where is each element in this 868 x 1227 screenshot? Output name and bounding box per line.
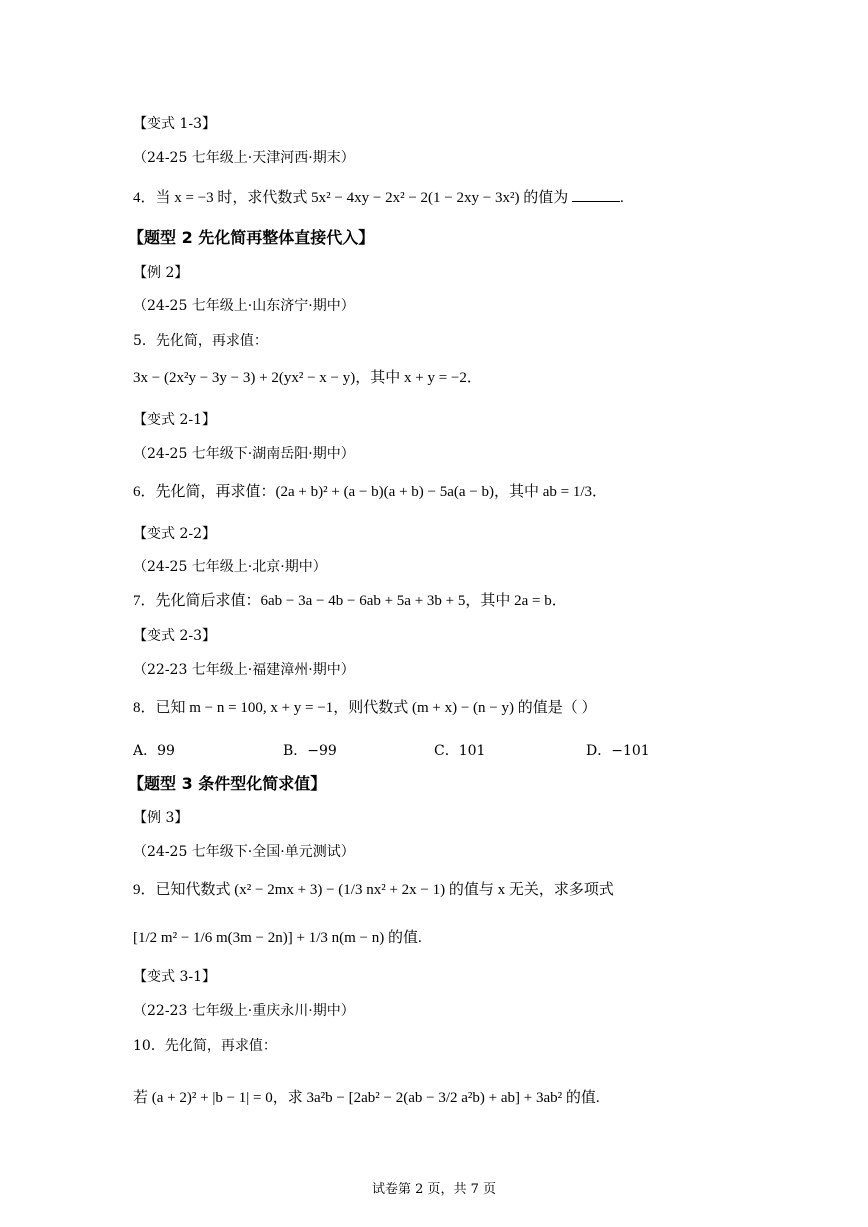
- section-title-type-2: 【题型 2 先化简再整体直接代入】: [128, 228, 375, 247]
- question-5-expression: 3x − (2x²y − 3y − 3) + 2(yx² − x − y)，其中 x + y = −2．: [133, 370, 482, 386]
- variant-2-2-source: （24-25 七年级上·北京·期中）: [133, 559, 327, 575]
- variant-2-1-source: （24-25 七年级下·湖南岳阳·期中）: [133, 446, 355, 462]
- variant-1-3-source: （24-25 七年级上·天津河西·期末）: [133, 150, 355, 166]
- page-footer: 试卷第 2 页，共 7 页: [371, 1182, 497, 1197]
- question-4-text: 4．当 x = −3 时，求代数式 5x² − 4xy − 2x² − 2(1 − 2xy − 3x²) 的值为: [133, 190, 569, 206]
- example-3-source: （24-25 七年级下·全国·单元测试）: [133, 844, 355, 860]
- question-7: 7．先化简后求值：6ab − 3a − 4b − 6ab + 5a + 3b + 5，其中 2a = b．: [133, 593, 567, 609]
- variant-2-3-source: （22-23 七年级上·福建漳州·期中）: [133, 662, 355, 678]
- option-d: D．−101: [586, 743, 650, 759]
- variant-3-1-source: （22-23 七年级上·重庆永川·期中）: [133, 1003, 355, 1019]
- question-10-prompt: 10．先化简，再求值：: [133, 1038, 277, 1054]
- question-5-prompt: 5．先化简，再求值：: [133, 333, 268, 349]
- question-6: 6．先化简，再求值：(2a + b)² + (a − b)(a + b) − 5a(a − b)，其中 ab = 1/3．: [133, 484, 608, 500]
- variant-2-1-label: 【变式 2-1】: [133, 412, 216, 428]
- question-10-expression: 若 (a + 2)² + |b − 1| = 0，求 3a²b − [2ab² − 2(ab − 3/2 a²b) + ab] + 3ab² 的值.: [133, 1090, 600, 1106]
- option-a: A．99: [133, 743, 175, 759]
- question-9-line-1: 9．已知代数式 (x² − 2mx + 3) − (1/3 nx² + 2x − 1) 的值与 x 无关，求多项式: [133, 882, 614, 898]
- option-b: B．−99: [283, 743, 337, 759]
- example-3-label: 【例 3】: [133, 810, 189, 826]
- example-2-source: （24-25 七年级上·山东济宁·期中）: [133, 298, 355, 314]
- example-2-label: 【例 2】: [133, 265, 189, 281]
- answer-blank: [572, 187, 620, 202]
- variant-1-3-label: 【变式 1-3】: [133, 116, 216, 132]
- option-c: C．101: [434, 743, 486, 759]
- question-9-line-2: [1/2 m² − 1/6 m(3m − 2n)] + 1/3 n(m − n) 的值.: [133, 930, 422, 946]
- question-4: [133, 187, 624, 208]
- section-title-type-3: 【题型 3 条件型化简求值】: [128, 774, 327, 793]
- variant-2-3-label: 【变式 2-3】: [133, 628, 216, 644]
- variant-2-2-label: 【变式 2-2】: [133, 526, 216, 542]
- question-4-end: .: [619, 190, 624, 206]
- variant-3-1-label: 【变式 3-1】: [133, 969, 216, 985]
- question-8: 8．已知 m − n = 100, x + y = −1，则代数式 (m + x) − (n − y) 的值是（ ）: [133, 700, 597, 716]
